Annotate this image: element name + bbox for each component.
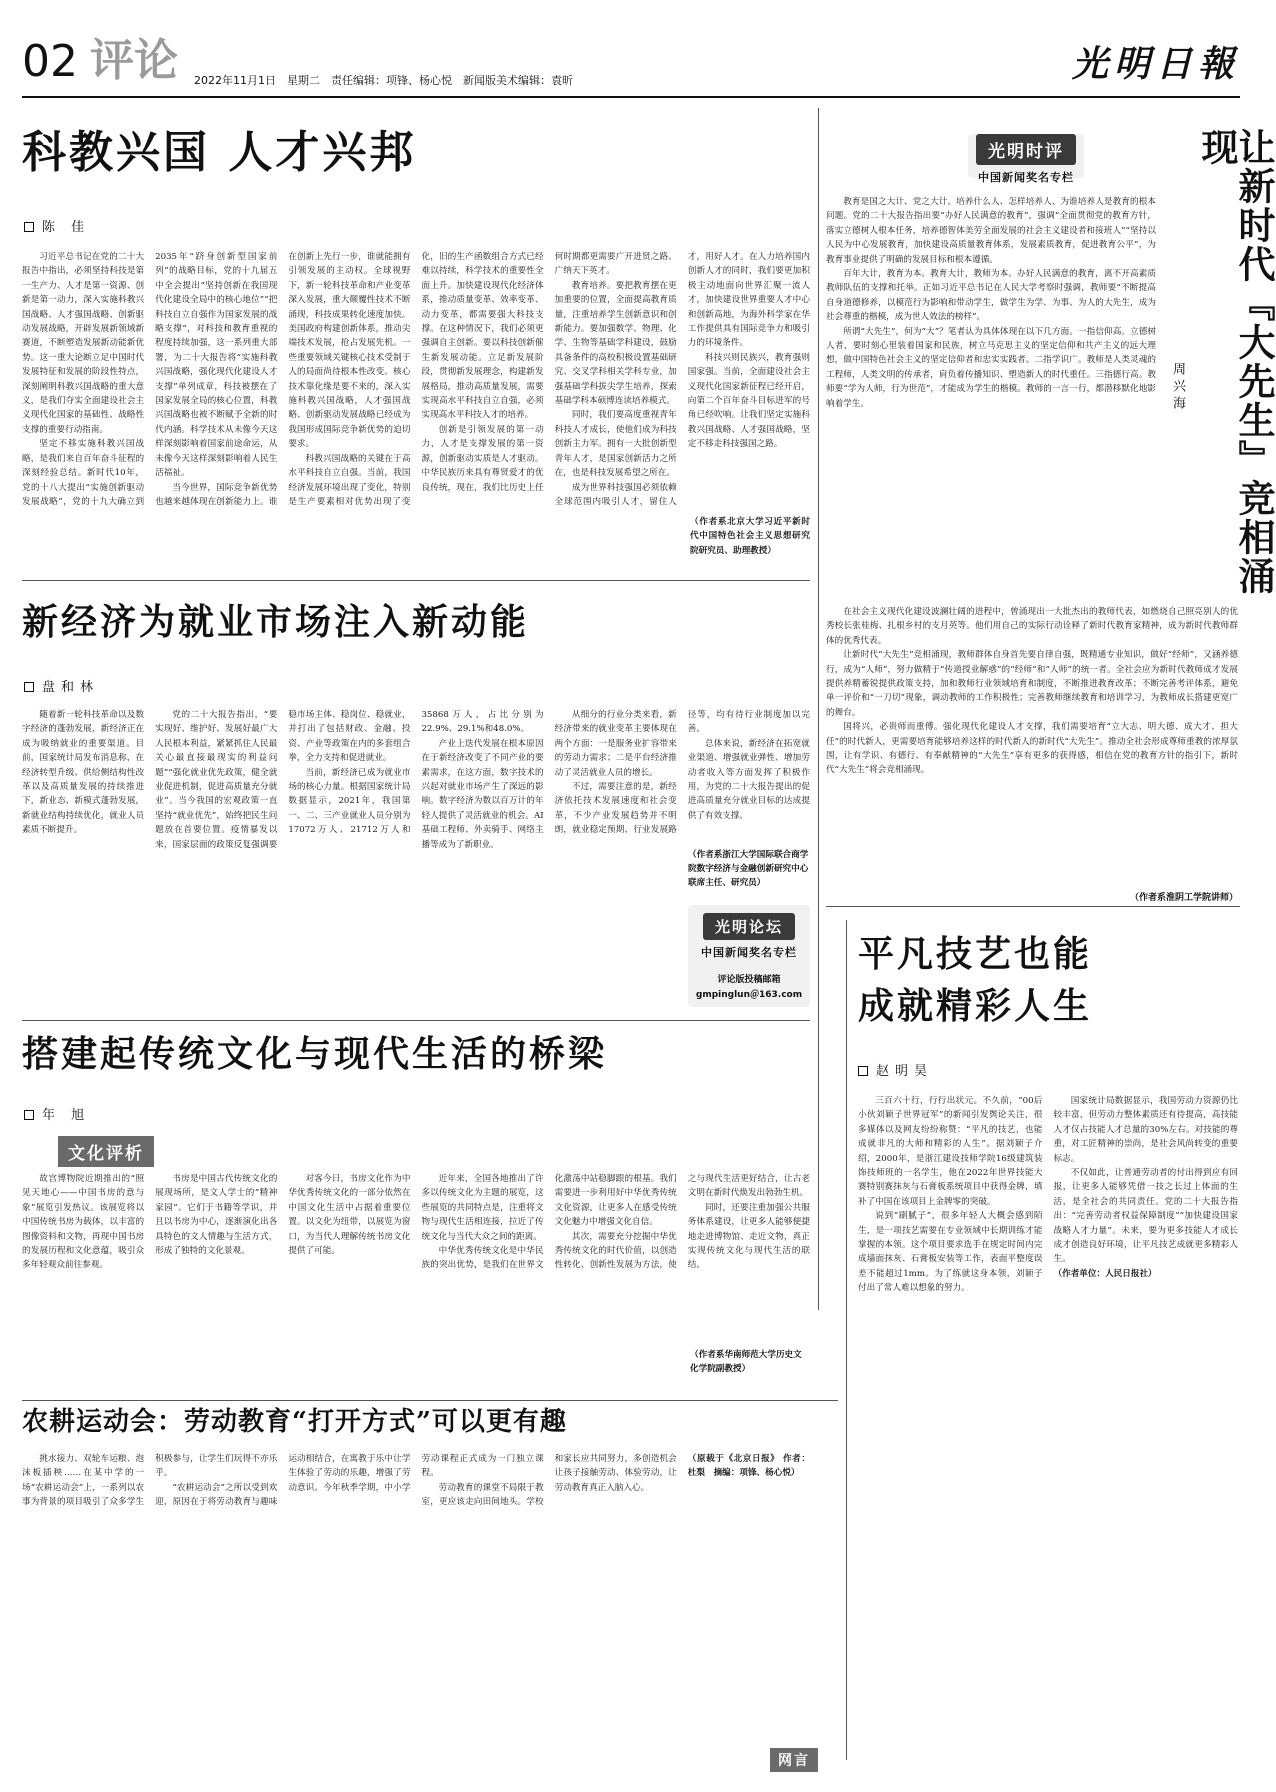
article2-signature: （作者系淮阴工学院讲师） xyxy=(1129,893,1238,903)
article2-body-bottom xyxy=(826,605,1238,890)
section-divider xyxy=(826,906,1240,907)
article3-title: 新经济为就业市场注入新动能 xyxy=(22,601,530,643)
article1-paragraph: 创新是引领发展的第一动力，人才是支撑发展的第一资源，创新驱动实质是人才驱动。中华民族历来具有尊贤爱才的优良传统，现在，我们比历史上任何时期都更需要广开进贤之路、广纳天下英才。 xyxy=(421,252,677,493)
article5-paragraph: 故宫博物院近期推出的“照见天地心——中国书房的意与象”展览引发热议。该展览将以中国传统书房为载体，以丰富的图像资料和文物，再现中国书房的发展历程和文化意蕴，吸引众多年轻观众前往参观。 xyxy=(22,1174,145,1271)
article5-signature: （作者系华南师范大学历史文化学院副教授） xyxy=(690,1348,810,1376)
article2-paragraph: 教育是国之大计、党之大计。培养什么人、怎样培养人、为谁培养人是教育的根本问题。党的二十大报告指出要“办好人民满意的教育”，强调“全面贯彻党的教育方针，落实立德树人根本任务，培养德智体美劳全面发展的社会主义建设者和接班人”“坚持以人民为中心发展教育，加快建设高质量教育体系，发展素质教育，促进教育公平”，为教育事业提供了明确的发展目标和根本遵循。 xyxy=(826,197,1156,265)
article6-body xyxy=(22,1452,810,1752)
article1-paragraph: 成为世界科技强国必须依赖全球范围内吸引人才，留住人才，用好人才。在人力培养国内创新人才的同时，我们要更加积极主动地面向世界汇聚一流人才，加快建设世界重要人才中心和创新高地，为海外科学家在华工作提供具有国际竞争力和吸引力的环境条件。 xyxy=(554,252,810,507)
badge-subtitle: 中国新闻奖名专栏 xyxy=(701,946,797,959)
article2-title: 让新时代『大先生』竞相涌现 xyxy=(1195,128,1276,596)
article1-paragraph: 当今世界，国际竞争新优势也越来越体现在创新能力上。谁在创新上先行一步，谁就能拥有引领发展的主动权。全球视野下，新一轮科技革命和产业变革深入发展，重大颠覆性技术不断涌现，科技成果转化速度加快。美国政府构建创新体系，推动尖端技术发展，抢占发展先机。一些重要领域关键核心技术受制于人的局面尚待根本性改变。核心技术靠化缘是要不来的，深入实施科教兴国战略，人才强国战略、创新驱动发展战略已经成为我国形成国际竞争新优势的迫切要求。 xyxy=(155,252,411,507)
contact-label: 评论版投稿邮箱 xyxy=(717,975,781,985)
article1-paragraph: 科技兴则民族兴，教育强则国家强。当前，全面建设社会主义现代化国家新征程已经开启，向第二个百年奋斗目标进军的号角已经吹响。让我们坚定实施科教兴国战略、人才强国战略，坚定不移走科技强国之路。 xyxy=(687,352,810,450)
article4-author: 赵明昊 xyxy=(876,1064,934,1079)
section-divider xyxy=(22,1020,810,1021)
article1-author: 陈 佳 xyxy=(42,220,91,235)
issue-meta: 2022年11月1日 星期二 责任编辑：项锋、杨心悦 新闻版美术编辑：袁昕 xyxy=(194,74,573,87)
page-number: 02 xyxy=(22,36,78,87)
article3-paragraph: 随着新一轮科技革命以及数字经济的蓬勃发展，新经济正在成为吸纳就业的重要渠道。目前，国家统计局发布消息称，在经济转型升级、供给侧结构性改革以及高质量发展的持续推进下，新业态、新模式蓬勃发展，新就业结构持续优化，就业人员素质不断提升。 xyxy=(22,710,145,836)
article3-signature: （作者系浙江大学国际联合商学院数字经济与金融创新研究中心联席主任、研究员） xyxy=(688,850,809,888)
article3-paragraph: 不过，需要注意的是，新经济依托技术发展速度和社会变革，不少产业发展趋势并不明朗，就业稳定预期、行业发展路径等，均有待行业制度加以完善。 xyxy=(554,710,810,836)
article2-paragraph: 所谓“大先生”，何为“大”？笔者认为具体体现在以下几方面。一指信仰高。立德树人者，要时刻心里装着国家和民族，树立马克思主义的坚定信仰和共产主义的远大理想，做中国特色社会主义的坚定信仰者和忠实实践者。二指学识广。教师是人类灵魂的工程师，人类文明的传承者，肩负着传播知识、塑造新人的时代重任。三指德行高。教师要“学为人师，行为世范”，才能成为学生的楷模。教师的一言一行，都潜移默化地影响着学生。 xyxy=(826,326,1156,409)
header-rule xyxy=(22,96,1240,98)
article3-paragraph: 当前，新经济已成为就业市场的核心力量。根据国家统计局数据显示，2021年，我国第一、二、三产业就业人员分别为17072万人、21712万人和35868万人，占比分别为22.9%、29.1%和48.0%。 xyxy=(288,710,544,836)
article6-signature: （原载于《北京日报》 作者：杜梨 摘编：项锋、杨心悦） xyxy=(687,1454,810,1479)
article5-paragraph: 对客今日，书房文化作为中华优秀传统文化的一部分依然在中国文化生活中占据着重要位置。以文化为纽带，以展览为窗口，为当代人理解传统书房文化提供了可能。 xyxy=(288,1174,411,1257)
article5-paragraph: 近年来，全国各地推出了许多以传统文化为主题的展览，这些展览的共同特点是，注重将文物与现代生活相连接，拉近了传统文化与当代大众之间的距离。 xyxy=(421,1174,544,1242)
article1-paragraph: 同时，我们要高度重视青年科技人才成长，使他们成为科技创新主力军。拥有一大批创新型青年人才，是国家创新活力之所在，也是科技发展希望之所在。 xyxy=(554,410,677,479)
article3-byline xyxy=(24,676,99,695)
article4-title-line: 成就精彩人生 xyxy=(858,985,1093,1027)
article4-paragraph: 三百六十行，行行出状元。不久前，“00后小伙刘颖子世界冠军”的新闻引发舆论关注，很多媒体以及网友纷纷称赞：“平凡的技艺，也能成就非凡的大师和精彩的人生”。据刘颖子介绍，2000年，是浙江建设技师学院16级建筑装饰技师班的一名学生，他在2022年世界技能大赛特别赛抹灰与石膏板系统项目中获得金牌，填补了中国在该项目上金牌零的突破。 xyxy=(858,1096,1043,1207)
section-divider xyxy=(22,1400,838,1401)
article1-title: 科教兴国 人才兴邦 xyxy=(22,127,417,178)
masthead-logo: 光明日報 xyxy=(1071,43,1240,85)
article4-signature: （作者单位：人民日报社） xyxy=(1053,1268,1157,1279)
article6-paragraph: 劳动教育的课堂不局限于教室，更应该走向田间地头。学校和家长应共同努力，多创造机会让孩子接触劳动、体验劳动，让劳动教育真正入脑入心。 xyxy=(421,1454,677,1508)
article4-title-line: 平凡技艺也能 xyxy=(858,933,1093,975)
article4-paragraph: 说到“刷腻子”，很多年轻人大概会感到陌生，是一项技艺需要在专业领域中长期训练才能掌握的本领。这个项目要求选手在规定时间内完成墙面抹灰、石膏板安装等工作，表面平整度误差不能超过1mm。为了练就这身本领，刘颖子付出了常人难以想象的努力。 xyxy=(858,1211,1043,1294)
article1-paragraph: 习近平总书记在党的二十大报告中指出，必须坚持科技是第一生产力、人才是第一资源、创新是第一动力，深入实施科教兴国战略、人才强国战略、创新驱动发展战略，开辟发展新领域新赛道，不断塑造发展新动能新优势。这一重大论断立足中国时代发展特征和发展的阶段性特点，深刻阐明科教兴国战略的重大意义，是我们夺实全面建设社会主义现代化国家的基础性、战略性支撑的重要行动指南。 xyxy=(22,252,145,435)
article2-author: 周兴海 xyxy=(1170,362,1185,413)
badge-subtitle: 中国新闻奖名专栏 xyxy=(978,171,1074,184)
article4-title xyxy=(858,928,1092,1032)
section-title: 评论 xyxy=(90,35,178,86)
article6-title: 农耕运动会：劳动教育“打开方式”可以更有趣 xyxy=(22,1407,567,1437)
article3-paragraph: 总体来说，新经济在拓宽就业渠道、增强就业弹性、增加劳动者收入等方面发挥了积极作用，为党的二十大报告提出的促进高质量充分就业目标的达成提供了有效支撑。 xyxy=(687,738,810,821)
section-divider xyxy=(22,580,810,581)
article5-byline xyxy=(24,1104,90,1123)
culture-review-badge: 文化评析 xyxy=(58,1136,154,1167)
article5-paragraph: 其次，需要充分挖掘中华优秀传统文化的时代价值，以创造性转化、创新性发展为方法，使之与现代生活更好结合，让古老文明在新时代焕发出勃勃生机。 xyxy=(554,1174,810,1271)
article1-paragraph: 科教兴国战略的关键在于高水平科技自立自强。当前，我国经济发展环境出现了变化，特别是生产要素相对优势出现了变化，旧的生产函数组合方式已经难以持续，科学技术的重要性全面上升。加快建设现代化经济体系，推动质量变革、效率变革、动力变革，都需要强大科技支撑。在这种情况下，我们必须更强调自主创新。要以科技创新催生新发展动能。立足新发展阶段，贯彻新发展理念，构建新发展格局，推动高质量发展，需要实现高水平科技自立自强，必须实现高水平科技人才的培养。 xyxy=(288,252,544,507)
column-divider xyxy=(818,108,819,1310)
article3-paragraph: 从细分的行业分类来看，新经济带来的就业变革主要体现在两个方面：一是服务业扩容带来的劳动力需求；二是平台经济推动了灵活就业人员的增长。 xyxy=(554,710,677,778)
article2-paragraph: 百年大计，教育为本。教育大计，教师为本。办好人民满意的教育，离不开高素质教师队伍的支撑和托举。正如习近平总书记在人民大学考察时强调，教师要“不断提高自身道德修养，以模范行为影响和带动学生，做学生为学、为事、为人的大先生，成为社会尊重的楷模，成为世人效法的榜样”。 xyxy=(826,269,1156,323)
article1-byline xyxy=(24,216,90,235)
article5-paragraph: 书房是中国古代传统文化的展现场所，是文人学士的“精神家园”。它们于书籍等学识，并且以书房为中心，逐渐演化出各具特色的文人情趣与生活方式，形成了独特的文化景观。 xyxy=(155,1174,278,1257)
article1-paragraph: 教育培养。要把教育摆在更加重要的位置，全面提高教育质量，注重培养学生创新意识和创新能力。要加强数学、物理、化学、生物等基础学科建设，鼓励具备条件的高校积极设置基础研究、交叉学科相关学科专业，加强基础学科拔尖学生培养，探索基础学科本硕博连读培养模式。 xyxy=(554,280,677,407)
article3-author: 盘和林 xyxy=(42,680,100,695)
article3-paragraph: 产业上迭代发展在根本原因在于新经济改变了不同产业的要素需求，在这方面，数字技术的兴起对就业市场产生了深远的影响。数字经济为数以百万计的年轻人提供了灵活就业的机会。AI基础工程师、外卖骑手、网络主播等成为了新职业。 xyxy=(421,738,544,850)
guangming-forum-badge xyxy=(688,905,810,1007)
article2-paragraph: 在社会主义现代化建设波澜壮阔的进程中，曾涌现出一大批杰出的教师代表，如燃烧自己照亮别人的优秀校长张桂梅、扎根乡村的支月英等。他们用自己的实际行动诠释了新时代教育家精神，成为新时代教师群体的优秀代表。 xyxy=(826,607,1238,646)
article6-paragraph: “农耕运动会”之所以受到欢迎，原因在于将劳动教育与趣味运动相结合，在寓教于乐中让学生体验了劳动的乐趣，增强了劳动意识。今年秋季学期，中小学劳动课程正式成为一门独立课程。 xyxy=(155,1454,544,1508)
article4-paragraph: 不仅如此，让普通劳动者的付出得到应有回报，让更多人能够凭借一技之长过上体面的生活，是全社会的共同责任。党的二十大报告指出：“完善劳动者权益保障制度”“加快建设国家战略人才力量”。未来，要为更多技能人才成长成才创造良好环境，让平凡技艺成就更多精彩人生。 xyxy=(1053,1168,1238,1265)
article4-body xyxy=(858,1094,1238,1754)
badge-label: 光明论坛 xyxy=(703,913,795,940)
article5-paragraph: 中华优秀传统文化是中华民族的突出优势，是我们在世界文化激荡中站稳脚跟的根基。我们需要进一步利用好中华优秀传统文化资源，让更多人在感受传统文化魅力中增强文化自信。 xyxy=(421,1174,677,1271)
article4-paragraph: 国家统计局数据显示，我国劳动力资源仍比较丰富，但劳动力整体素质还有待提高，高技能人才仅占技能人才总量的30%左右。对技能的尊重，对工匠精神的崇尚，是社会风尚转变的重要标志。 xyxy=(1053,1096,1238,1164)
column-divider xyxy=(846,920,847,1760)
badge-label: 光明时评 xyxy=(976,134,1076,165)
guangming-commentary-badge xyxy=(968,134,1084,184)
contact-email[interactable]: gmpinglun＠163.com xyxy=(695,990,803,1000)
article5-title: 搭建起传统文化与现代生活的桥梁 xyxy=(22,1033,608,1075)
article6-paragraph: 挑水接力、双轮车运粮、泡沫板插秧……在某中学的一场“农耕运动会”上，一系列以农事为背景的项目吸引了众多学生积极参与，让学生们玩得不亦乐乎。 xyxy=(22,1454,278,1508)
article2-body-top xyxy=(826,195,1156,605)
web-comments-badge: 网言 xyxy=(770,1748,818,1772)
article3-paragraph: 党的二十大报告指出，“要实现好、维护好、发展好最广大人民根本利益，紧紧抓住人民最关心最直接最现实的利益问题”“强化就业优先政策，健全就业促进机制，促进高质量充分就业”。当今我国的宏观政策一直坚持“就业优先”，始终把民生问题放在首要位置。疫情暴发以来，国家层面的政策反复强调要稳市场主体、稳岗位、稳就业，并打出了包括财政、金融、投资、产业等政策在内的多套组合拳，全力支持和促进就业。 xyxy=(155,710,411,850)
article4-byline xyxy=(858,1060,933,1079)
article2-byline xyxy=(1168,362,1187,413)
article1-signature: （作者系北京大学习近平新时代中国特色社会主义思想研究院研究员、助理教授） xyxy=(690,515,810,558)
article2-paragraph: 国将兴，必贵师而重傅。强化现代化建设人才支撑，我们需要培育“立大志、明大德、成大才、担大任”的时代新人，更需要培育能够培养这样的时代新人的新时代“大先生”。推动全社会形成尊师重教的浓厚氛围，让有学识、有德行、有奉献精神的“大先生”享有更多的获得感，相信在党的教育方针的指引下，新时代“大先生”将会竞相涌现。 xyxy=(826,722,1238,776)
article5-paragraph: 同时，还要注重加强公共服务体系建设，让更多人能够便捷地走进博物馆、走近文物，真正实现传统文化与现代生活的联结。 xyxy=(687,1202,810,1271)
article2-paragraph: 让新时代“大先生”竞相涌现，教师群体自身首先要自律自强，既精通专业知识，做好“经师”，又涵养德行，成为“人师”，努力做精于“传道授业解惑”的“经师”和“人师”的统一者。全社会应为新时代教师成才发展提供养精蓄锐提供政策支持，加和教师行业领域培育和制度，不断推进教育改革；不断完善考评体系，避免单一评价和“一刀切”现象，调动教师的工作积极性；完善教师继续教育和培训学习，为教师成长搭建更宽广的舞台。 xyxy=(826,650,1238,718)
article1-paragraph: 坚定不移实施科教兴国战略，是我们来自百年奋斗征程的深刻经验总结。新时代10年，党的十八大提出“实施创新驱动发展战略”，党的十九大确立到2035年“跻身创新型国家前列”的战略目标，党的十九届五中全会提出“坚持创新在我国现代化建设全局中的核心地位”“把科技自立自强作为国家发展的战略支撑”，对科技和教育重视的程度持续加强，这一系列重大部署，为二十大报告将“实施科教兴国战略，强化现代化建设人才支撑”单列成章，科技被摆在了国家发展全局的核心位置，科教兴国战略也被不断赋予全新的时代内涵。科学技术从未像今天这样深刻影响着国家前途命运，从未像今天这样深刻影响着人民生活福祉。 xyxy=(22,252,278,507)
article1-signature-box xyxy=(690,515,810,569)
article5-author: 年 旭 xyxy=(42,1108,91,1123)
